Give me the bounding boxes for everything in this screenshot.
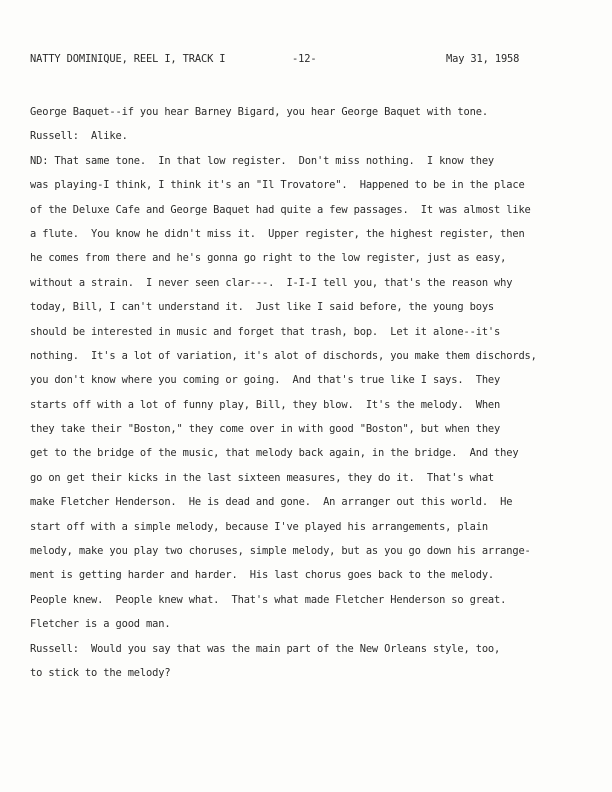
- text-line: nothing. It's a lot of variation, it's alot of dischords, you make them dischords,: [30, 349, 537, 362]
- text-line: start off with a simple melody, because I've played his arrangements, plain: [30, 520, 488, 533]
- text-line: ment is getting harder and harder. His last chorus goes back to the melody.: [30, 569, 495, 582]
- text-line: today, Bill, I can't understand it. Just like I said before, the young boys: [30, 301, 495, 314]
- text-line: he comes from there and he's gonna go right to the low register, just as easy,: [30, 252, 507, 265]
- text-line: ND: That same tone. In that low register. Don't miss nothing. I know they: [30, 154, 495, 167]
- text-line: a flute. You know he didn't miss it. Upper register, the highest register, then: [30, 227, 525, 240]
- text-line: melody, make you play two choruses, simple melody, but as you go down his arrange-: [30, 545, 531, 558]
- text-line: without a strain. I never seen clar---. I-I-I tell you, that's the reason why: [30, 276, 513, 289]
- text-line: Fletcher is a good man.: [30, 618, 171, 631]
- header-title: NATTY DOMINIQUE, REEL I, TRACK I: [30, 53, 226, 65]
- text-line: starts off with a lot of funny play, Bill, they blow. It's the melody. When: [30, 398, 501, 411]
- text-line: go on get their kicks in the last sixteen measures, they do it. That's what: [30, 471, 495, 484]
- text-line: George Baquet--if you hear Barney Bigard, you hear George Baquet with tone.: [30, 106, 488, 118]
- header-date: May 31, 1958: [446, 53, 520, 65]
- text-line: you don't know where you coming or going. And that's true like I says. They: [30, 374, 501, 387]
- text-line: Russell: Alike.: [30, 130, 128, 143]
- text-line: to stick to the melody?: [30, 666, 171, 679]
- text-line: was playing-I think, I think it's an "Il Trovatore". Happened to be in the place: [30, 179, 525, 192]
- text-line: they take their "Boston," they come over in with good "Boston", but when they: [30, 423, 501, 436]
- text-line: of the Deluxe Cafe and George Baquet had quite a few passages. It was almost like: [30, 203, 531, 216]
- text-line: should be interested in music and forget that trash, bop. Let it alone--it's: [30, 325, 501, 338]
- page-number: -12-: [292, 53, 317, 65]
- text-line: Russell: Would you say that was the main part of the New Orleans style, too,: [30, 642, 501, 655]
- text-line: get to the bridge of the music, that melody back again, in the bridge. And they: [30, 447, 519, 460]
- text-line: People knew. People knew what. That's what made Fletcher Henderson so great.: [30, 593, 507, 606]
- text-line: make Fletcher Henderson. He is dead and gone. An arranger out this world. He: [30, 496, 513, 509]
- transcript-body: [30, 100, 590, 685]
